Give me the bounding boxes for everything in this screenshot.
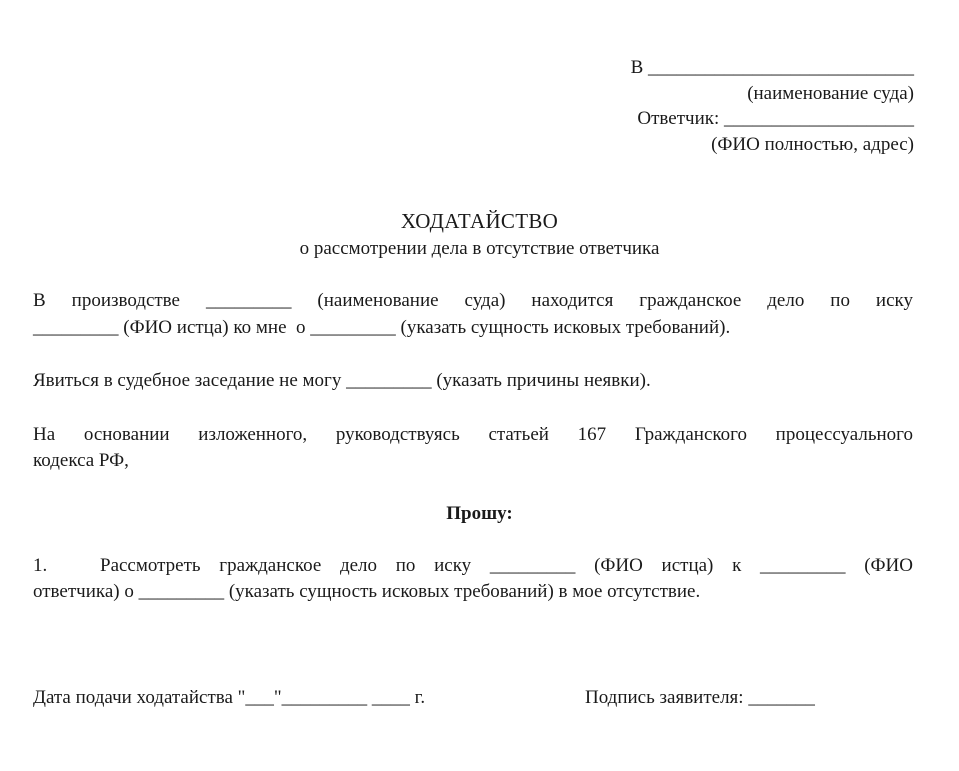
paragraph-2-line-1: Явиться в судебное заседание не могу _________ (указать причины неявки).: [33, 370, 651, 391]
document-subtitle: о рассмотрении дела в отсутствие ответчика: [299, 238, 660, 259]
item-1-number: 1.: [33, 555, 48, 576]
submission-date-line: Дата подачи ходатайства "___"_________ ____ г.: [33, 687, 426, 708]
court-line: В ____________________________: [630, 57, 914, 78]
paragraph-1-line-2: _________ (ФИО истца) ко мне о _________ (указать сущность исковых требований).: [33, 317, 731, 338]
item-1-line-1: Рассмотреть гражданское дело по иску _________ (ФИО истца) к _________ (ФИО: [100, 555, 913, 576]
court-caption: (наименование суда): [747, 83, 914, 104]
document-title: ХОДАТАЙСТВО: [400, 209, 559, 233]
defendant-line: Ответчик: ____________________: [637, 108, 914, 129]
applicant-signature-line: Подпись заявителя: _______: [585, 687, 815, 708]
defendant-caption: (ФИО полностью, адрес): [711, 134, 914, 155]
paragraph-3-line-1: На основании изложенного, руководствуясь статьей 167 Гражданского процессуального: [33, 424, 913, 445]
item-1-line-2: ответчика) о _________ (указать сущность исковых требований) в мое отсутствие.: [33, 581, 701, 602]
request-heading: Прошу:: [446, 503, 513, 524]
paragraph-3-line-2: кодекса РФ,: [33, 450, 129, 471]
paragraph-1-line-1: В производстве _________ (наименование суда) находится гражданское дело по иску: [33, 290, 913, 311]
